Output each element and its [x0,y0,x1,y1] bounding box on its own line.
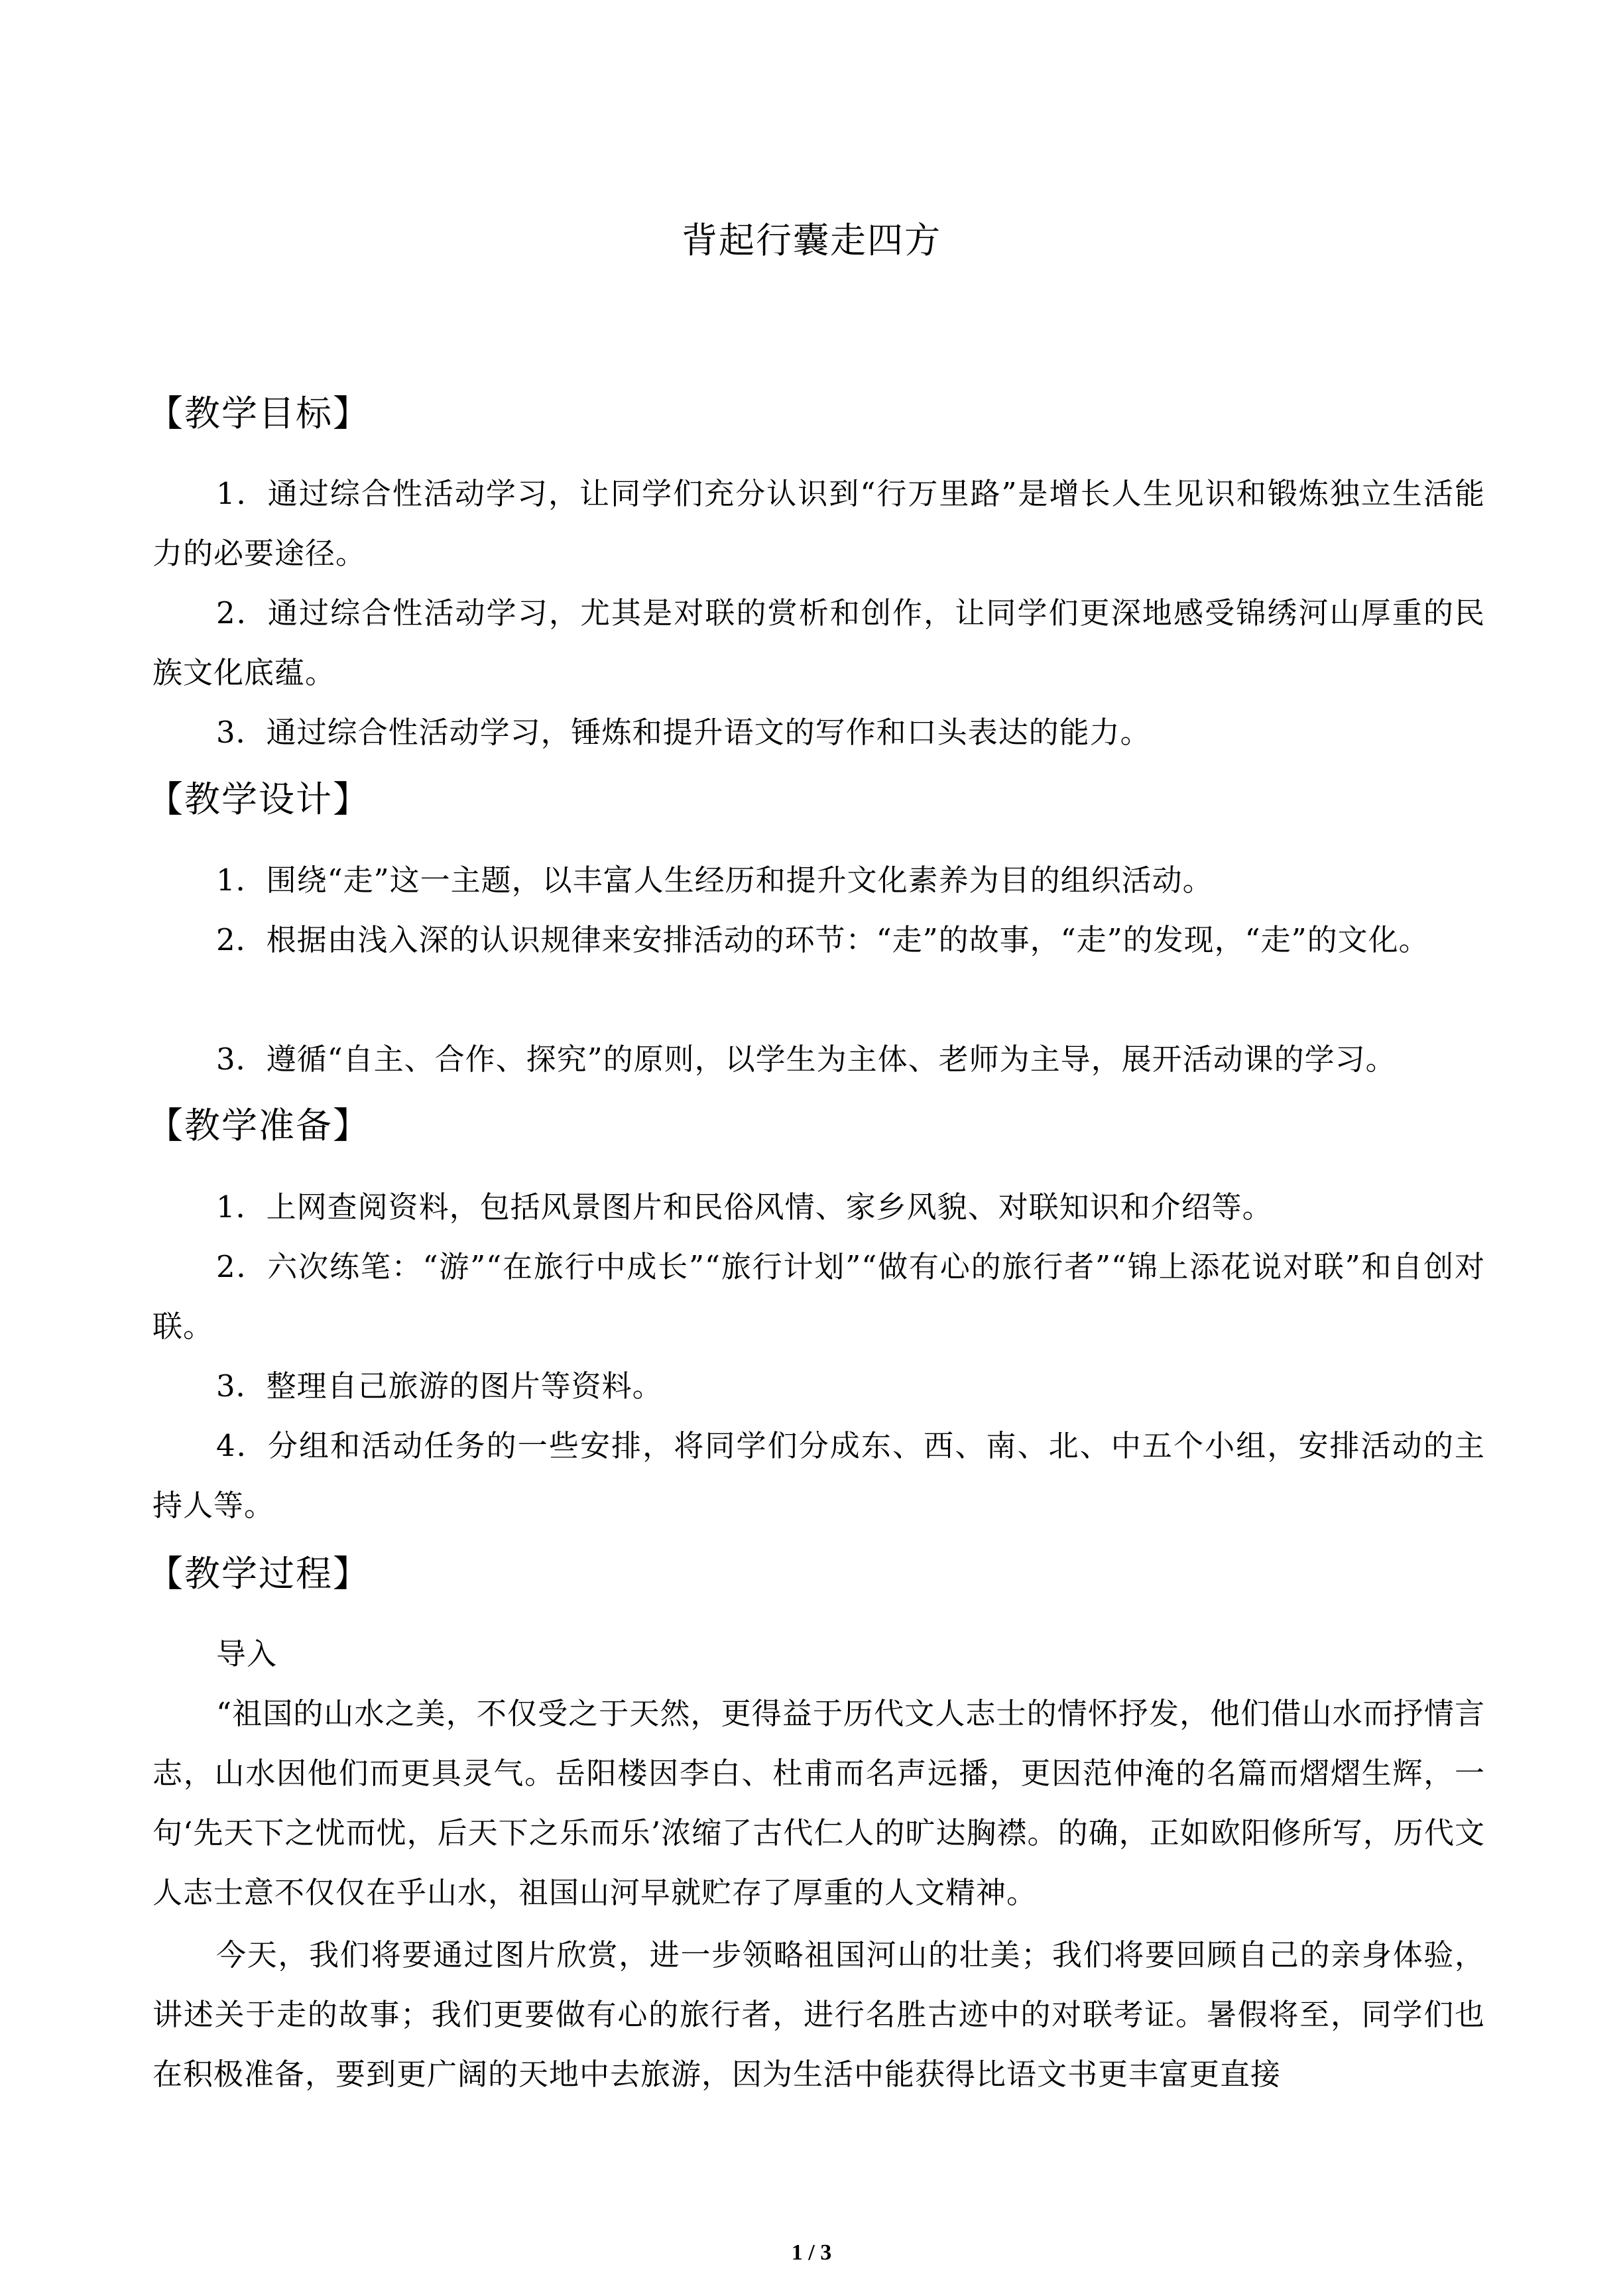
preparation-item-4: 4．分组和活动任务的一些安排，将同学们分成东、西、南、北、中五个小组，安排活动的主持人等。 [152,1428,1485,1523]
intro-label: 导入 [216,1636,278,1671]
preparation-item-1: 1．上网查阅资料，包括风景图片和民俗风情、家乡风貌、对联知识和介绍等。 [216,1189,1273,1225]
section-heading-teaching-preparation: 【教学准备】 [147,1105,370,1146]
section-heading-teaching-process: 【教学过程】 [147,1553,370,1595]
section-heading-teaching-goals: 【教学目标】 [147,393,370,434]
preparation-item-2: 2．六次练笔：“游”“在旅行中成长”“旅行计划”“做有心的旅行者”“锦上添花说对联”和自创对联。 [152,1249,1485,1344]
design-item-3: 3．遵循“自主、合作、探究”的原则，以学生为主体、老师为主导，展开活动课的学习。 [216,1042,1396,1077]
document-title: 背起行囊走四方 [682,219,941,261]
preparation-item-3: 3．整理自己旅游的图片等资料。 [216,1368,663,1404]
design-item-2: 2．根据由浅入深的认识规律来安排活动的环节：“走”的故事，“走”的发现，“走”的文化。 [216,922,1429,957]
design-item-1: 1．围绕“走”这一主题，以丰富人生经历和提升文化素养为目的组织活动。 [216,863,1213,898]
goal-item-3: 3．通过综合性活动学习，锤炼和提升语文的写作和口头表达的能力。 [216,715,1151,750]
goal-item-1: 1．通过综合性活动学习，让同学们充分认识到“行万里路”是增长人生见识和锻炼独立生活能力的必要途径。 [152,476,1485,571]
section-heading-teaching-design: 【教学设计】 [147,778,370,820]
process-paragraph-2: 今天，我们将要通过图片欣赏，进一步领略祖国河山的壮美；我们将要回顾自己的亲身体验，讲述关于走的故事；我们更要做有心的旅行者，进行名胜古迹中的对联考证。暑假将至，同学们也在积极准备，要到更广阔的天地中去旅游，因为生活中能获得比语文书更丰富更直接 [152,1937,1485,2092]
process-paragraph-1: “祖国的山水之美，不仅受之于天然，更得益于历代文人志士的情怀抒发，他们借山水而抒情言志，山水因他们而更具灵气。岳阳楼因李白、杜甫而名声远播，更因范仲淹的名篇而熠熠生辉，一句‘先天下之忧而忧，后天下之乐而乐’浓缩了古代仁人的旷达胸襟。的确，正如欧阳修所写，历代文人志士意不仅仅在乎山水，祖国山河早就贮存了厚重的人文精神。 [152,1696,1485,1910]
page-number: 1 / 3 [791,2240,832,2265]
goal-item-2: 2．通过综合性活动学习，尤其是对联的赏析和创作，让同学们更深地感受锦绣河山厚重的民族文化底蕴。 [152,595,1485,690]
